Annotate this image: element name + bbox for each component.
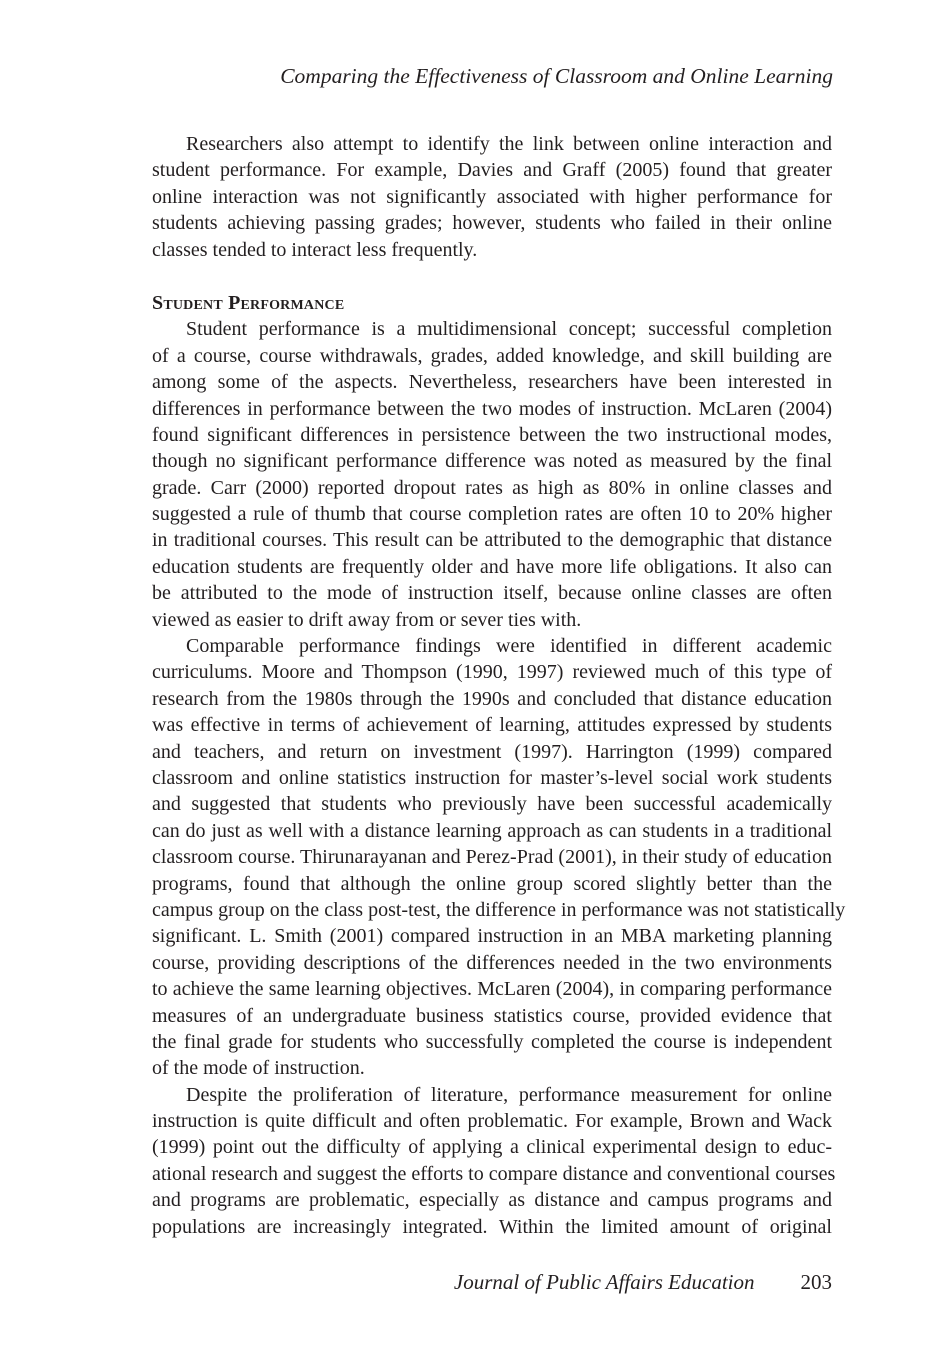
text-line: populations are increasingly integrated. Within the limited amount of original (152, 1215, 832, 1238)
text-line: course, providing descriptions of the differences needed in the two environments (152, 951, 832, 974)
text-line: ational research and suggest the efforts to compare distance and conventional courses (152, 1162, 836, 1185)
text-line: and teachers, and return on investment (1997). Harrington (1999) compared (152, 740, 832, 763)
text-line: was effective in terms of achievement of learning, attitudes expressed by students (152, 714, 832, 737)
text-line: among some of the aspects. Nevertheless, researchers have been interested in (152, 371, 832, 394)
text-line: of the mode of instruction. (152, 1057, 365, 1080)
text-line: (1999) point out the difficulty of applying a clinical experimental design to educ- (152, 1136, 832, 1159)
text-line: in traditional courses. This result can be attributed to the demographic that distance (152, 529, 832, 552)
text-line: be attributed to the mode of instruction itself, because online classes are often (152, 582, 832, 605)
text-line: classes tended to interact less frequently. (152, 238, 478, 261)
text-line: and programs are problematic, especially as distance and campus programs and (152, 1189, 832, 1212)
text-line: viewed as easier to drift away from or sever ties with. (152, 608, 582, 631)
text-line: education students are frequently older and have more life obligations. It also can (152, 555, 832, 578)
text-line: can do just as well with a distance learning approach as can students in a traditional (152, 819, 832, 842)
text-line: Comparable performance findings were identified in different academic (186, 635, 832, 658)
article-body (152, 131, 846, 1240)
intro-paragraph (152, 131, 832, 263)
section-heading: Student Performance (152, 291, 345, 314)
text-line: found significant differences in persistence between the two instructional modes, (152, 423, 832, 446)
text-line: online interaction was not significantly associated with higher performance for (152, 185, 832, 208)
text-line: the final grade for students who successfully completed the course is independent (152, 1030, 832, 1053)
text-line: differences in performance between the two modes of instruction. McLaren (2004) (152, 397, 832, 420)
text-line: of a course, course withdrawals, grades, added knowledge, and skill building are (152, 344, 832, 367)
text-line: suggested a rule of thumb that course completion rates are often 10 to 20% higher (152, 503, 832, 526)
section-body (152, 316, 846, 1240)
text-line: to achieve the same learning objectives. McLaren (2004), in comparing performance (152, 978, 832, 1001)
paragraph (152, 316, 832, 633)
text-line: Researchers also attempt to identify the link between online interaction and (186, 133, 832, 155)
page-number: 203 (800, 1270, 832, 1294)
text-line: significant. L. Smith (2001) compared instruction in an MBA marketing planning (152, 925, 832, 948)
text-line: grade. Carr (2000) reported dropout rates as high as 80% in online classes and (152, 476, 832, 499)
text-line: programs, found that although the online group scored slightly better than the (152, 872, 832, 895)
paragraph (152, 131, 832, 263)
text-line: classroom and online statistics instruction for master’s-level social work students (152, 766, 832, 789)
page-footer (454, 1268, 832, 1296)
text-line: campus group on the class post-test, the difference in performance was not statistically (152, 898, 846, 921)
text-line: instruction is quite difficult and often problematic. For example, Brown and Wack (152, 1110, 832, 1133)
text-line: students achieving passing grades; however, students who failed in their online (152, 212, 832, 235)
text-line: Despite the proliferation of literature, performance measurement for online (186, 1083, 832, 1106)
paragraph (152, 1082, 836, 1240)
paragraph (152, 633, 846, 1082)
text-line: measures of an undergraduate business statistics course, provided evidence that (152, 1004, 832, 1027)
text-line: research from the 1980s through the 1990s and concluded that distance education (152, 687, 832, 710)
text-line: classroom course. Thirunarayanan and Perez-Prad (2001), in their study of education (152, 846, 832, 869)
text-line: Student performance is a multidimensional concept; successful completion (186, 318, 832, 341)
running-head: Comparing the Effectiveness of Classroom and Online Learning (280, 64, 833, 88)
text-line: student performance. For example, Davies and Graff (2005) found that greater (152, 159, 832, 182)
journal-title: Journal of Public Affairs Education (453, 1270, 755, 1294)
text-line: though no significant performance difference was noted as measured by the final (152, 450, 832, 473)
text-line: and suggested that students who previously have been successful academically (152, 793, 832, 816)
text-line: curriculums. Moore and Thompson (1990, 1997) reviewed much of this type of (152, 661, 832, 684)
